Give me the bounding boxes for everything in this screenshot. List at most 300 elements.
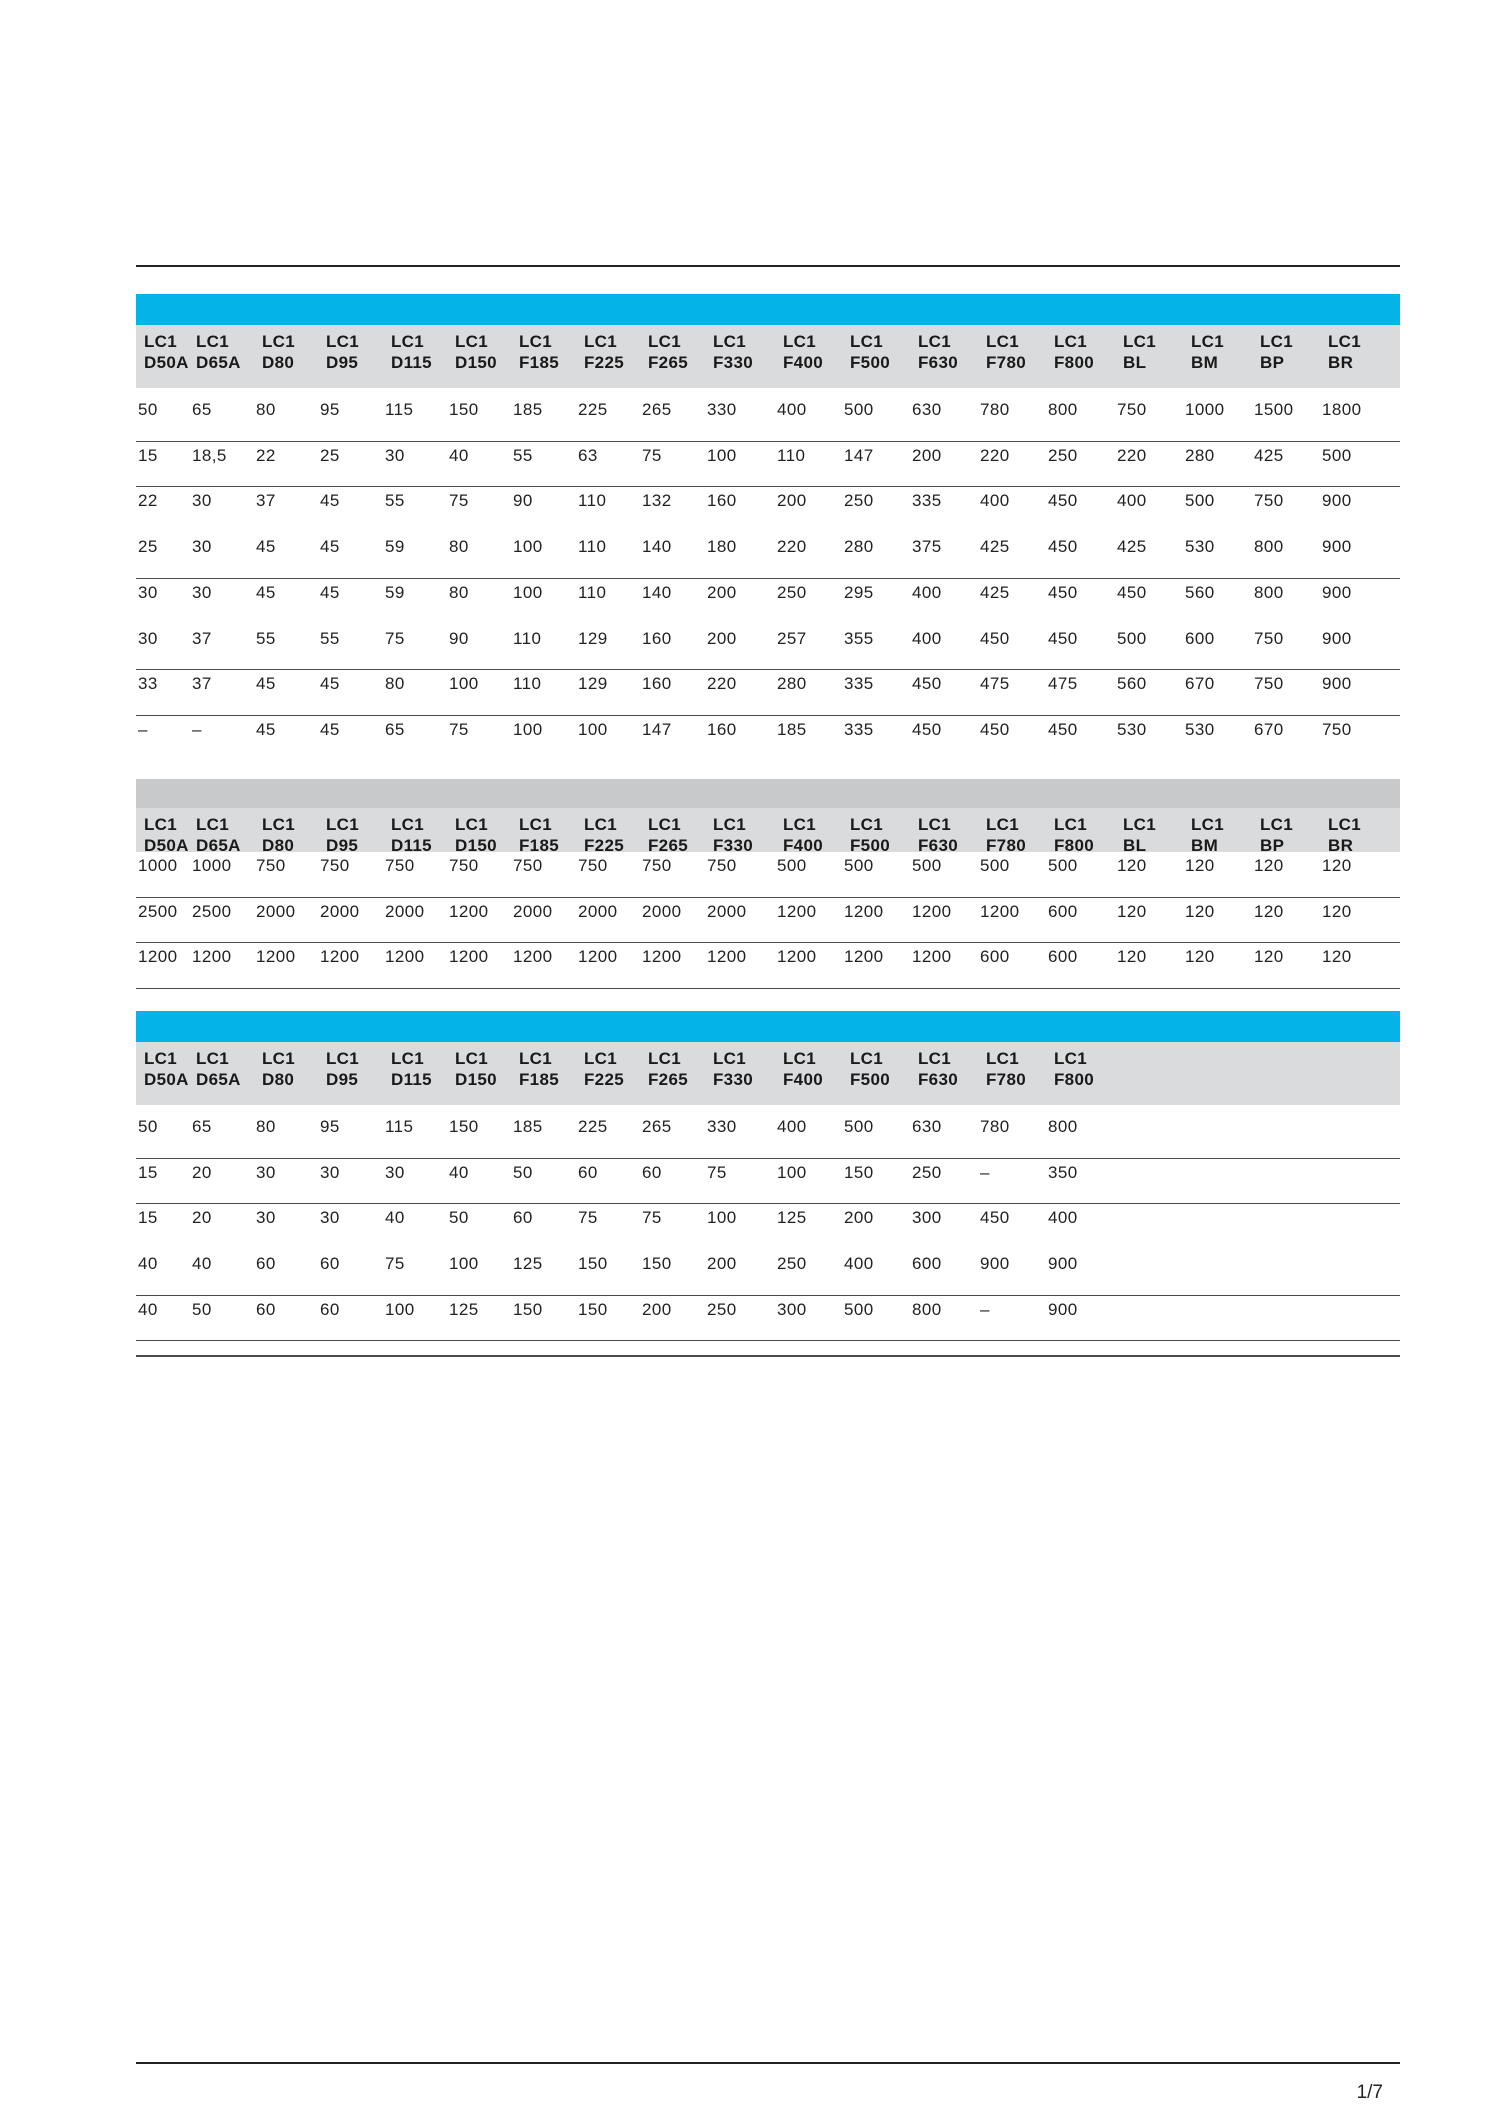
column-header [262,331,295,373]
table-cell: 150 [844,1162,874,1182]
column-header-line: LC1 [648,815,682,834]
column-header-line: BR [1328,836,1354,855]
column-header [986,814,1026,856]
column-header-line: F265 [648,353,688,372]
table-cell: 450 [1048,628,1078,648]
table-cell: 30 [192,537,212,556]
table-cell: 220 [980,445,1010,465]
column-header-line: LC1 [326,332,360,351]
table-cell: 200 [642,1299,672,1319]
table-cell: 129 [578,674,608,693]
column-header [519,814,559,856]
column-header [455,814,497,856]
table-row [136,1250,1400,1296]
column-header-line: F800 [1054,353,1094,372]
table-cell: 65 [192,1117,212,1136]
table-cell: 120 [1322,901,1352,921]
table-cell: 45 [320,537,340,556]
table-cell: 90 [513,491,533,510]
table-cell: 1200 [642,947,682,966]
table-row [136,1204,1400,1250]
table-cell: 900 [1322,491,1352,510]
column-header-line: F330 [713,353,753,372]
table-cell: 30 [320,1162,340,1182]
table-cell: 530 [1185,719,1215,739]
table-cell: 110 [578,491,607,510]
table-cell: 500 [844,1117,874,1136]
column-header-line: LC1 [713,1049,747,1068]
table-cell: 200 [707,628,737,648]
table-cell: 750 [578,856,608,875]
column-header [326,331,359,373]
table-cell: 250 [707,1299,737,1319]
table-cell: 80 [449,537,469,556]
table-cell: 120 [1254,856,1284,875]
table-cell: 425 [980,537,1010,556]
column-header-line: LC1 [1054,332,1088,351]
table-cell: 200 [912,445,942,465]
table-cell: 50 [513,1162,533,1182]
column-header-line: LC1 [986,815,1020,834]
table-cell: 75 [385,628,405,648]
table-1-header [136,325,1400,388]
table-cell: 40 [385,1208,405,1227]
column-header [986,1048,1026,1090]
table-cell: 2000 [256,901,296,921]
column-header [519,331,559,373]
column-header-line: LC1 [783,1049,817,1068]
column-header-line: LC1 [850,815,884,834]
table-cell: 220 [1117,445,1147,465]
table-cell: 115 [385,400,414,419]
table-cell: 750 [1117,400,1147,419]
table-row [136,442,1400,488]
table-cell: 100 [513,537,543,556]
column-header [262,1048,295,1090]
column-header [783,1048,823,1090]
table-cell: 15 [138,445,158,465]
table-cell: 185 [513,1117,543,1136]
column-header-line: F400 [783,353,823,372]
table-cell: 37 [192,674,212,693]
column-header-line: LC1 [455,332,489,351]
table-cell: 30 [138,628,158,648]
table-cell: 375 [912,537,942,556]
table-cell: 750 [1254,674,1284,693]
column-header [713,331,753,373]
column-header-line: F185 [519,836,559,855]
table-cell: 30 [385,1162,405,1182]
column-header-line: F330 [713,836,753,855]
table-cell: 1200 [777,901,817,921]
table-cell: 330 [707,400,737,419]
column-header-line: D50A [144,353,189,372]
column-header-line: LC1 [519,815,553,834]
column-header-line: BM [1191,836,1219,855]
table-cell: 25 [320,445,340,465]
column-header-line: LC1 [326,1049,360,1068]
column-header [1191,814,1224,856]
table-cell: 150 [578,1254,608,1273]
table-cell: 500 [912,856,942,875]
column-header-line: LC1 [196,815,230,834]
table-cell: 530 [1185,537,1215,556]
table-cell: 160 [642,674,672,693]
table-cell: 900 [1322,674,1352,693]
table-row [136,625,1400,671]
table-cell: 600 [980,947,1010,966]
table-cell: 20 [192,1162,212,1182]
column-header [850,1048,890,1090]
table-cell: 132 [642,491,672,510]
table-cell: 37 [256,491,276,510]
column-header-line: LC1 [391,332,425,351]
table-cell: 750 [1322,719,1352,739]
table-cell: 55 [513,445,533,465]
table-cell: 800 [1254,537,1284,556]
column-header-line: LC1 [584,815,618,834]
column-header-line: LC1 [391,815,425,834]
table-cell: 75 [642,1208,662,1227]
table-cell: 2500 [192,901,232,921]
column-header-line: F265 [648,836,688,855]
table-cell: 1200 [385,947,425,966]
column-header-line: F185 [519,353,559,372]
table-cell: 90 [449,628,469,648]
column-header-line: F400 [783,1070,823,1089]
table-cell: 160 [707,491,737,510]
table-cell: 900 [1322,628,1352,648]
table-row [136,533,1400,579]
table-cell: 100 [385,1299,415,1319]
table-cell: 450 [1048,537,1078,556]
table-cell: 40 [138,1254,158,1273]
table-cell: 59 [385,582,405,602]
table-cell: 15 [138,1162,158,1182]
column-header-line: LC1 [455,815,489,834]
column-header-line: BP [1260,836,1285,855]
table-cell: 45 [320,674,340,693]
table-cell: 425 [1117,537,1147,556]
table-row [136,1296,1400,1342]
column-header-line: LC1 [783,815,817,834]
column-header [144,331,189,373]
column-header-line: D65A [196,1070,241,1089]
table-row [136,716,1400,762]
table-cell: 450 [912,719,942,739]
table-cell: 160 [707,719,737,739]
table-cell: 150 [449,400,479,419]
table-cell: 220 [777,537,807,556]
column-header-line: D80 [262,1070,295,1089]
table-cell: 140 [642,537,672,556]
table-cell: 350 [1048,1162,1078,1182]
column-header-line: LC1 [1054,1049,1088,1068]
column-header-line: LC1 [262,332,296,351]
column-header [1191,331,1224,373]
table-cell: 900 [1048,1299,1078,1319]
table-cell: 450 [912,674,942,693]
table-cell: 75 [578,1208,598,1227]
column-header [648,331,688,373]
table-1 [136,294,1400,762]
table-cell: 900 [1048,1254,1078,1273]
column-header [144,814,189,856]
column-header-line: F800 [1054,1070,1094,1089]
column-header-line: D115 [391,1070,432,1089]
table-cell: 150 [449,1117,479,1136]
table-cell: 200 [844,1208,874,1227]
column-header-line: F225 [584,836,624,855]
column-header-line: F630 [918,836,958,855]
column-header [1123,331,1156,373]
table-row [136,579,1400,625]
table-cell: 200 [777,491,807,510]
table-cell: 900 [1322,537,1352,556]
table-cell: 2000 [642,901,682,921]
table-cell: 800 [1254,582,1284,602]
table-cell: 80 [385,674,405,693]
column-header-line: LC1 [1123,332,1157,351]
table-cell: 300 [777,1299,807,1319]
column-header-line: F630 [918,1070,958,1089]
column-header-line: F780 [986,1070,1026,1089]
table-row [136,670,1400,716]
table-cell: 1200 [707,947,747,966]
table-1-body [136,388,1400,762]
table-cell: 300 [912,1208,942,1227]
table-cell: 1200 [320,947,360,966]
table-cell: 100 [449,674,479,693]
column-header-line: LC1 [918,815,952,834]
table-cell: 750 [256,856,286,875]
table-cell: 147 [642,719,672,739]
table-cell: 250 [777,1254,807,1273]
table-cell: 450 [1048,582,1078,602]
table-cell: 500 [980,856,1010,875]
column-header-line: LC1 [1123,815,1157,834]
table-cell: 100 [449,1254,479,1273]
column-header-line: LC1 [986,332,1020,351]
column-header-line: F500 [850,353,890,372]
table-cell: 80 [256,1117,276,1136]
column-header [648,1048,688,1090]
column-header-line: LC1 [1328,815,1362,834]
table-cell: 40 [192,1254,212,1273]
table-cell: 75 [449,491,469,510]
table-cell: 600 [1048,947,1078,966]
column-header-line: BM [1191,353,1219,372]
table-cell: 500 [844,1299,874,1319]
table-cell: 400 [1117,491,1147,510]
table-cell: 425 [980,582,1010,602]
table-cell: 600 [1048,901,1078,921]
table-row [136,1113,1400,1159]
table-cell: 150 [642,1254,672,1273]
table-cell: 600 [912,1254,942,1273]
table-row [136,943,1400,989]
table-row [136,396,1400,442]
table-cell: 75 [642,445,662,465]
table-cell: 120 [1322,947,1352,966]
table-cell: 55 [320,628,340,648]
column-header-line: D115 [391,353,432,372]
column-header-line: D65A [196,836,241,855]
table-cell: 185 [777,719,807,739]
table-cell: 560 [1185,582,1215,602]
column-header-line: LC1 [1260,815,1294,834]
column-header [584,331,624,373]
table-cell: 65 [192,400,212,419]
column-header [391,1048,432,1090]
table-cell: 225 [578,400,608,419]
table-cell: 400 [844,1254,874,1273]
column-header [455,1048,497,1090]
column-header-line: D50A [144,836,189,855]
table-cell: 125 [777,1208,807,1227]
table-cell: 250 [844,491,874,510]
table-cell: 800 [1048,400,1078,419]
table-cell: 1200 [192,947,232,966]
column-header-line: F400 [783,836,823,855]
table-cell: 60 [320,1299,340,1319]
column-header-line: D150 [455,353,497,372]
table-3-header [136,1042,1400,1105]
table-cell: 45 [320,719,340,739]
table-cell: 120 [1254,901,1284,921]
table-cell: 120 [1117,856,1147,875]
table-cell: 355 [844,628,874,648]
column-header-line: D95 [326,1070,359,1089]
table-cell: 120 [1254,947,1284,966]
table-cell: 120 [1185,947,1215,966]
table-cell: 1200 [844,901,884,921]
column-header-line: LC1 [144,815,178,834]
table-cell: 45 [320,582,340,602]
table-cell: 630 [912,1117,942,1136]
table-cell: 110 [777,445,806,465]
column-header-line: D80 [262,836,295,855]
table-2 [136,779,1400,989]
table-cell: 400 [777,400,807,419]
column-header-line: LC1 [713,332,747,351]
column-header-line: LC1 [519,332,553,351]
table-cell: 60 [513,1208,533,1227]
column-header-line: BL [1123,353,1147,372]
table-cell: 450 [1117,582,1147,602]
column-header [1260,331,1293,373]
table-cell: 120 [1185,856,1215,875]
table-3-body [136,1105,1400,1341]
table-cell: 45 [256,719,276,739]
column-header [1328,814,1361,856]
column-header-line: LC1 [326,815,360,834]
table-cell: 1200 [578,947,618,966]
column-header-line: LC1 [262,815,296,834]
table-cell: 280 [1185,445,1215,465]
table-2-color-bar [136,779,1400,808]
column-header [1260,814,1293,856]
table-cell: 200 [707,582,737,602]
column-header [918,1048,958,1090]
column-header [519,1048,559,1090]
table-cell: 100 [513,719,543,739]
table-cell: 400 [777,1117,807,1136]
table-cell: 110 [513,674,542,693]
table-cell: 750 [642,856,672,875]
table-cell: 600 [1185,628,1215,648]
table-cell: 120 [1117,947,1147,966]
table-cell: 250 [912,1162,942,1182]
table-cell: 75 [707,1162,727,1182]
table-2-header [136,808,1400,855]
table-cell: 22 [256,445,276,465]
table-cell: 150 [513,1299,543,1319]
column-header-line: D115 [391,836,432,855]
table-cell: 110 [513,628,542,648]
column-header-line: D50A [144,1070,189,1089]
table-cell: 1200 [777,947,817,966]
column-header-line: LC1 [713,815,747,834]
footer-rule [136,2062,1400,2064]
table-cell: 100 [578,719,608,739]
table-cell: 670 [1254,719,1284,739]
column-header-line: LC1 [783,332,817,351]
table-cell: 500 [1117,628,1147,648]
table-cell: 530 [1117,719,1147,739]
table-cell: 30 [138,582,158,602]
table-cell: 125 [513,1254,543,1273]
column-header-line: LC1 [850,332,884,351]
column-header-line: LC1 [850,1049,884,1068]
table-cell: – [138,719,148,739]
column-header [196,331,241,373]
table-cell: 75 [449,719,469,739]
column-header [1054,1048,1094,1090]
column-header-line: D150 [455,1070,497,1089]
table-cell: 60 [256,1299,276,1319]
table-cell: 160 [642,628,672,648]
table-cell: 750 [449,856,479,875]
column-header [850,814,890,856]
table-row [136,487,1400,533]
table-cell: 1200 [912,947,952,966]
table-cell: 100 [707,445,737,465]
table-3 [136,1011,1400,1341]
table-cell: 800 [1048,1117,1078,1136]
table-cell: 225 [578,1117,608,1136]
table-cell: 1200 [138,947,178,966]
column-header-line: D150 [455,836,497,855]
table-cell: – [980,1162,990,1182]
table-cell: 780 [980,1117,1010,1136]
column-header-line: D80 [262,353,295,372]
table-cell: 100 [513,582,543,602]
table-cell: 37 [192,628,212,648]
table-cell: 750 [385,856,415,875]
column-header [648,814,688,856]
table-cell: 670 [1185,674,1215,693]
table-cell: 630 [912,400,942,419]
table-cell: 140 [642,582,672,602]
table-cell: 150 [578,1299,608,1319]
column-header-line: F800 [1054,836,1094,855]
table-cell: 220 [707,674,737,693]
column-header [1054,331,1094,373]
table-cell: 50 [449,1208,469,1227]
table-3-color-bar [136,1011,1400,1042]
table-cell: 110 [578,582,607,602]
